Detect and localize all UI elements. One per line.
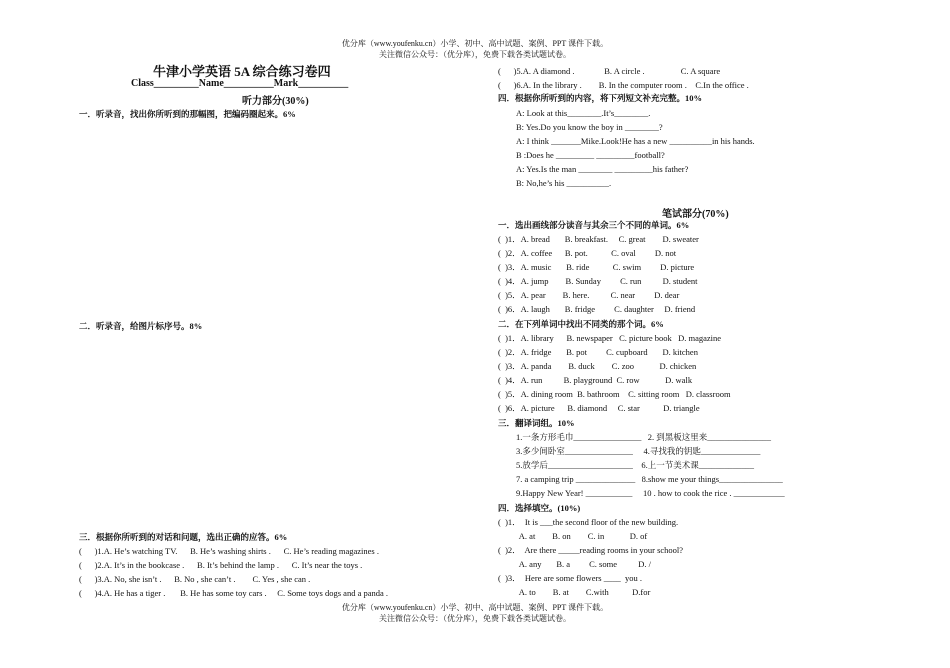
list-item: 9.Happy New Year! ___________ 10 . how to cook the rice . ____________ <box>516 488 785 498</box>
written-section-4-heading: 四．选择填空。(10%) <box>498 503 581 513</box>
written-section-2-list <box>498 331 731 415</box>
written-section-3-heading: 三．翻译词组。10% <box>498 418 575 428</box>
dialogue-line: B: No,he’s his __________. <box>516 178 612 188</box>
list-item: ( )3． Here are some flowers ____ you . <box>498 573 642 583</box>
list-item: ( )1.A. He’s watching TV. B. He’s washing shirts . C. He’s reading magazines . <box>79 546 379 556</box>
list-item: ( )3．A. music B. ride C. swim D. picture <box>498 262 695 272</box>
list-item: ( )5.A. A diamond . B. A circle . C. A square <box>498 66 721 76</box>
listening-heading: 听力部分(30%) <box>242 96 309 107</box>
list-item: ( )2．A. fridge B. pot C. cupboard D. kitchen <box>498 347 698 357</box>
list-item: 5.放学后____________________ 6.上一节美术课_____________ <box>516 460 755 470</box>
list-item: ( )1．A. library B. newspaper C. picture book D. magazine <box>498 333 722 343</box>
dialogue-line: A: Yes.Is the man ________ _________his father? <box>516 164 689 174</box>
list-item: ( )4．A. run B. playground C. row D. walk <box>498 375 693 385</box>
header-line-2: 关注微信公众号：（优分库），免费下载各类试题试卷。 <box>379 50 571 59</box>
list-item: 7. a camping trip ______________ 8.show me your things_______________ <box>516 474 783 484</box>
written-section-2-heading: 二．在下列单词中找出不同类的那个词。6% <box>498 319 664 329</box>
list-item: A. to B. at C.with D.for <box>498 587 651 597</box>
list-item: ( )4．A. jump B. Sunday C. run D. student <box>498 276 698 286</box>
dialogue-line: A: I think _______Mike.Look!He has a new __________in his hands. <box>516 136 755 146</box>
student-info-line: Class_________Name__________Mark__________ <box>131 78 349 89</box>
list-item: ( )5．A. pear B. here. C. near D. dear <box>498 290 680 300</box>
list-item: ( )3．A. panda B. duck C. zoo D. chicken <box>498 361 697 371</box>
list-item: ( )5．A. dining room B. bathroom C. sitting room D. classroom <box>498 389 731 399</box>
section-3-heading: 三．根据你所听到的对话和问题，选出正确的应答。6% <box>79 532 288 542</box>
list-item: A. at B. on C. in D. of <box>498 531 648 541</box>
list-item: ( )3.A. No, she isn’t . B. No , she can’t . C. Yes , she can . <box>79 574 311 584</box>
section-3-list <box>79 544 388 600</box>
page-title: 牛津小学英语 5A 综合练习卷四 <box>153 64 331 79</box>
dialogue-line: A: Look at this________.It’s________. <box>516 108 651 118</box>
header-line-1: 优分库（www.youfenku.cn）小学、初中、高中试题、案例、PPT 课件下载。 <box>341 39 609 48</box>
section-2-heading: 二．听录音，给图片标序号。8% <box>79 321 203 331</box>
written-section-1-list <box>498 232 699 316</box>
dialogue-line: B: Yes.Do you know the boy in ________? <box>516 122 663 132</box>
footer-line-2: 关注微信公众号：（优分库），免费下载各类试题试卷。 <box>379 614 571 623</box>
written-section-3-list <box>516 430 785 500</box>
list-item: ( )1．A. bread B. breakfast. C. great D. sweater <box>498 234 699 244</box>
written-section-1-heading: 一．选出画线部分读音与其余三个不同的单词。6% <box>498 220 690 230</box>
written-section-4-list <box>498 515 683 599</box>
list-item: ( )6．A. picture B. diamond C. star D. triangle <box>498 403 700 413</box>
section-1-heading: 一．听录音，找出你所听到的那幅图，把编码圈起来。6% <box>79 109 296 119</box>
list-item: 3.多少间卧室________________ 4.寻找我的钥匙______________ <box>516 446 761 456</box>
list-item: 1.一条方形毛巾________________ 2. 到黑板这里来_______________ <box>516 432 772 442</box>
list-item: ( )6．A. laugh B. fridge C. daughter D. friend <box>498 304 696 314</box>
dialogue-line: B :Does he _________ _________football? <box>516 150 665 160</box>
list-item: A. any B. a C. some D. / <box>498 559 651 569</box>
list-item: ( )2． Are there _____reading rooms in your school? <box>498 545 684 555</box>
list-item: ( )2．A. coffee B. pot. C. oval D. not <box>498 248 677 258</box>
list-item: ( )1． It is ___the second floor of the new building. <box>498 517 679 527</box>
section-4-heading: 四．根据你所听到的内容，将下列短文补充完整。10% <box>498 93 703 103</box>
list-item: ( )4.A. He has a tiger . B. He has some toy cars . C. Some toys dogs and a panda . <box>79 588 389 598</box>
section-3-continued <box>498 64 749 92</box>
footer-line-1: 优分库（www.youfenku.cn）小学、初中、高中试题、案例、PPT 课件下载。 <box>341 603 609 612</box>
section-4-dialogue <box>516 106 755 190</box>
list-item: ( )2.A. It’s in the bookcase . B. It’s behind the lamp . C. It’s near the toys . <box>79 560 363 570</box>
written-heading: 笔试部分(70%) <box>662 209 729 220</box>
list-item: ( )6.A. In the library . B. In the computer room . C.In the office . <box>498 80 749 90</box>
